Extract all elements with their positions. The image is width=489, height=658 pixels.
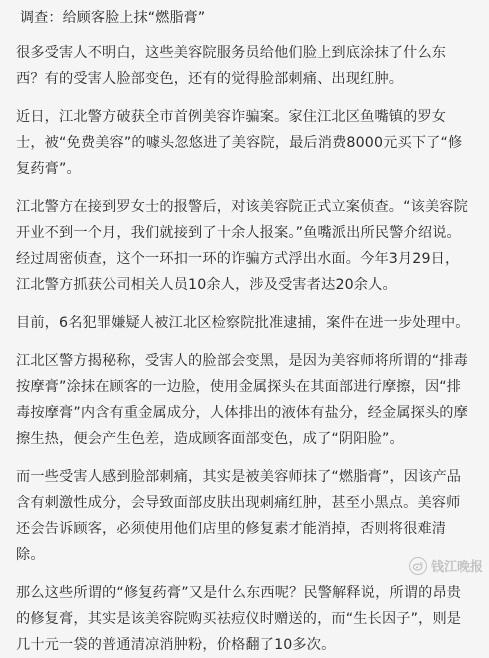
paragraph-4: 目前，6名犯罪嫌疑人被江北区检察院批准逮捕，案件在进一步处理中。 [16, 315, 470, 331]
weibo-logo-icon [409, 557, 427, 575]
watermark [409, 556, 483, 575]
paragraph-5: 江北区警方揭秘称，受害人的脸部会变黑，是因为美容师将所谓的“排毒按摩膏”涂抹在顾客的一边脸，使用金属探头在其面部进行摩擦，因“排毒按摩膏”内含有重金属成分，人体排出的液体有盐分，经金属探头的摩擦生热，便会产生色差，造成顾客面部变色，成了“阴阳脸”。 [16, 353, 468, 447]
paragraph-2: 近日，江北警方破获全市首例美容诈骗案。家住江北区鱼嘴镇的罗女士，被“免费美容”的噱头忽悠进了美容院，最后消费8000元买下了“修复药膏”。 [16, 109, 463, 177]
article-title: 调查：给顾客脸上抹“燃脂膏” [20, 10, 206, 26]
watermark-text: 钱江晚报 [430, 560, 483, 575]
paragraph-7: 那么这些所谓的“修复药膏”又是什么东西呢？民警解释说，所谓的昂贵的修复膏，其实是该美容院购买祛痘仪时赠送的，而“生长因子”，则是几十元一袋的普通清凉消肿粉，价格翻了10多次。 [16, 585, 462, 653]
paragraph-6: 而一些受害人感到脸部刺痛，其实是被美容师抹了“燃脂膏”，因该产品含有刺激性成分，会导致面部皮肤出现刺痛红肿，甚至小黑点。美容师还会告诉顾客，必须使用他们店里的修复素才能消掉，否则将很难清除。 [16, 469, 462, 563]
paragraph-3: 江北警方在接到罗女士的报警后，对该美容院正式立案侦查。“该美容院开业不到一个月，我们就接到了十余人报案。”鱼嘴派出所民警介绍说。经过周密侦查，这个一环扣一环的诈骗方式浮出水面。今年3月29日，江北警方抓获公司相关人员10余人，涉及受害者达20余人。 [16, 199, 468, 293]
paragraph-1: 很多受害人不明白，这些美容院服务员给他们脸上到底涂抹了什么东西？有的受害人脸部变色，还有的觉得脸部刺痛、出现红肿。 [16, 45, 447, 87]
